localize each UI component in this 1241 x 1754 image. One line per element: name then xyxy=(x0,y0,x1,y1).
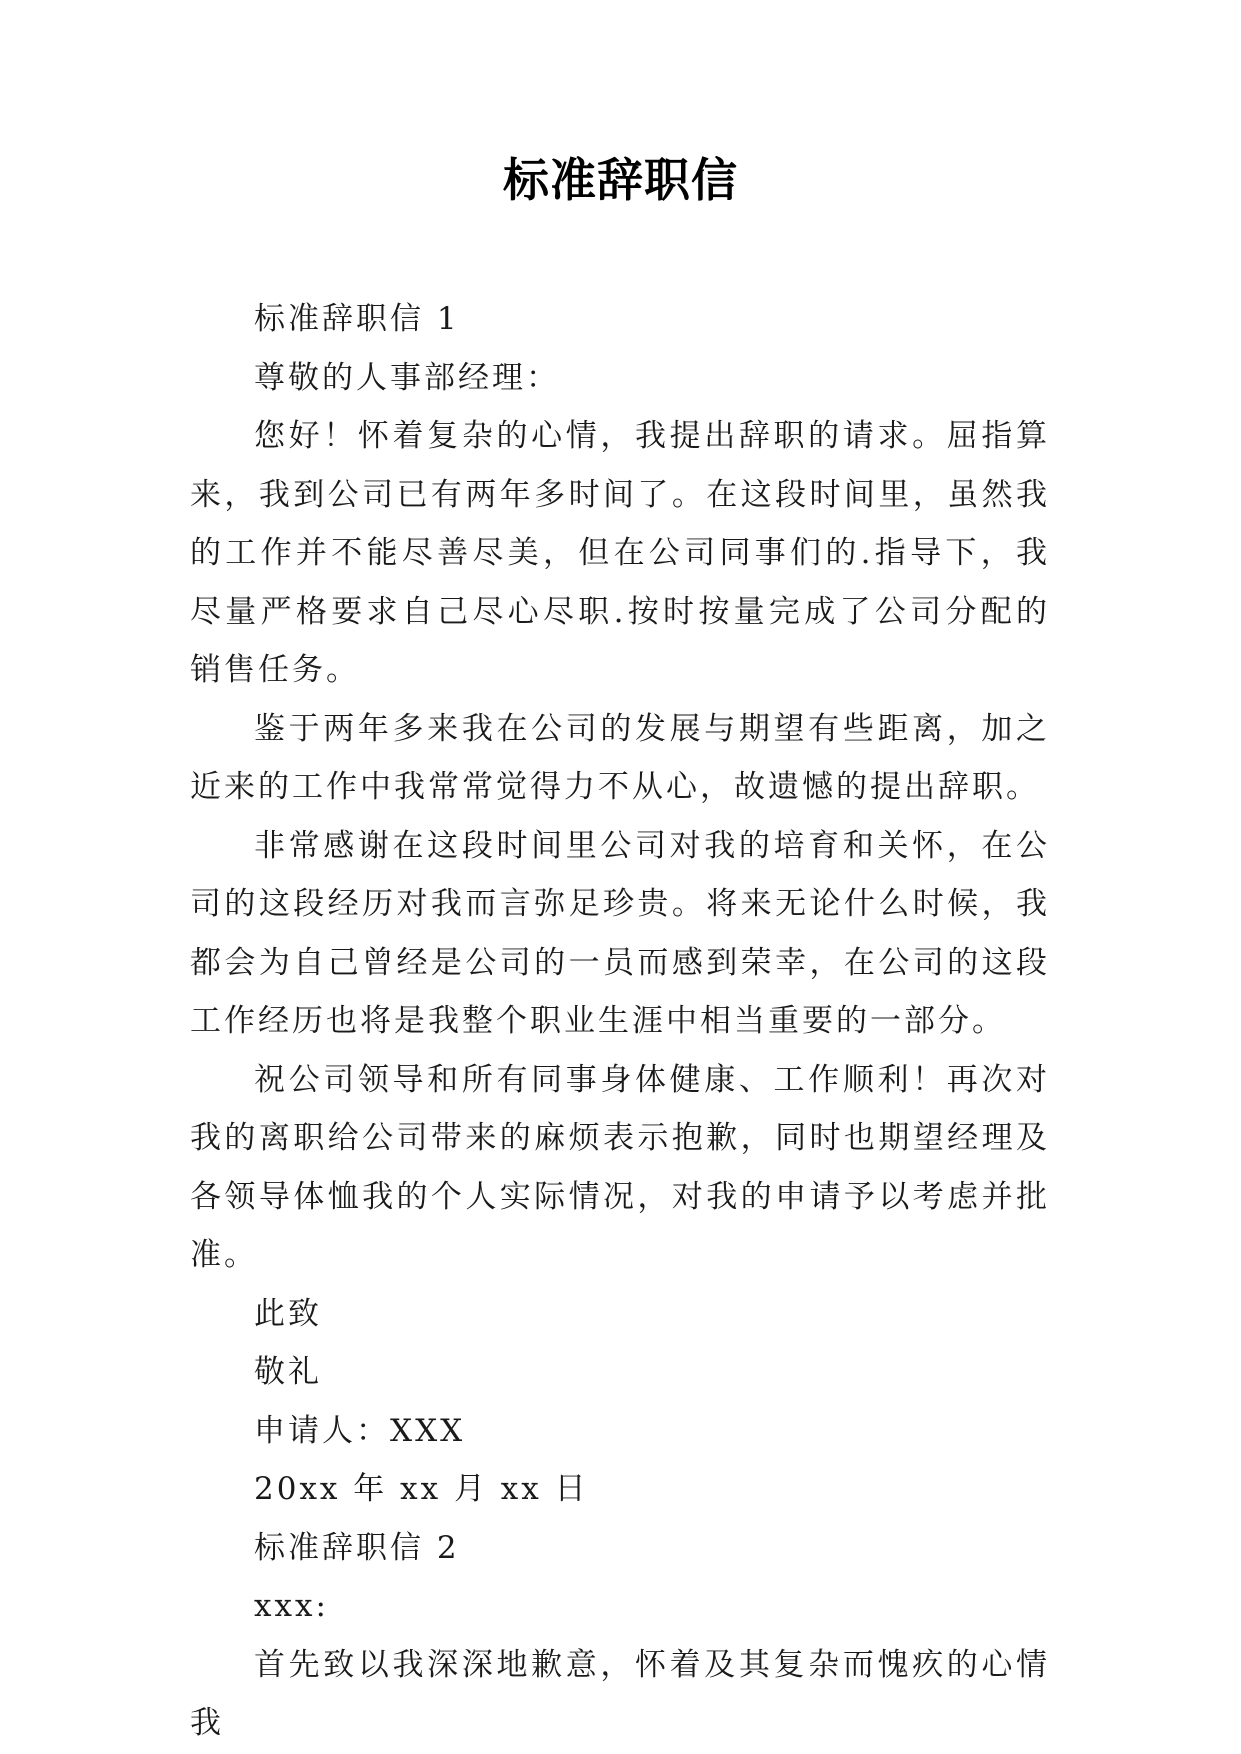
paragraph: 非常感谢在这段时间里公司对我的培育和关怀，在公司的这段经历对我而言弥足珍贵。将来无论什么时候，我都会为自己曾经是公司的一员而感到荣幸，在公司的这段工作经历也将是我整个职业生涯中相当重要的一部分。 xyxy=(190,827,1050,1039)
paragraph: 您好！怀着复杂的心情，我提出辞职的请求。屈指算来，我到公司已有两年多时间了。在这段时间里，虽然我的工作并不能尽善尽美，但在公司同事们的.指导下，我尽量严格要求自己尽心尽职.按时按量完成了公司分配的销售任务。 xyxy=(190,418,1050,688)
salutation: xxx: xyxy=(254,1588,329,1624)
section-heading-1: 标准辞职信 1 xyxy=(254,301,460,337)
salutation: 尊敬的人事部经理： xyxy=(254,359,560,396)
document-body xyxy=(190,290,1050,1753)
closing-greeting: 敬礼 xyxy=(254,1354,322,1390)
paragraph: 祝公司领导和所有同事身体健康、工作顺利！再次对我的离职给公司带来的麻烦表示抱歉，同时也期望经理及各领导体恤我的个人实际情况，对我的申请予以考虑并批准。 xyxy=(190,1061,1050,1273)
closing-line: 此致 xyxy=(254,1295,322,1332)
applicant-signature: 申请人：XXX xyxy=(254,1412,466,1449)
document-title: 标准辞职信 xyxy=(503,153,738,207)
letter-date: 20xx 年 xx 月 xx 日 xyxy=(254,1471,589,1507)
paragraph: 首先致以我深深地歉意，怀着及其复杂而愧疚的心情我 xyxy=(190,1646,1050,1741)
paragraph: 鉴于两年多来我在公司的发展与期望有些距离，加之近来的工作中我常常觉得力不从心，故遗憾的提出辞职。 xyxy=(190,710,1050,805)
section-heading-2: 标准辞职信 2 xyxy=(254,1529,460,1566)
